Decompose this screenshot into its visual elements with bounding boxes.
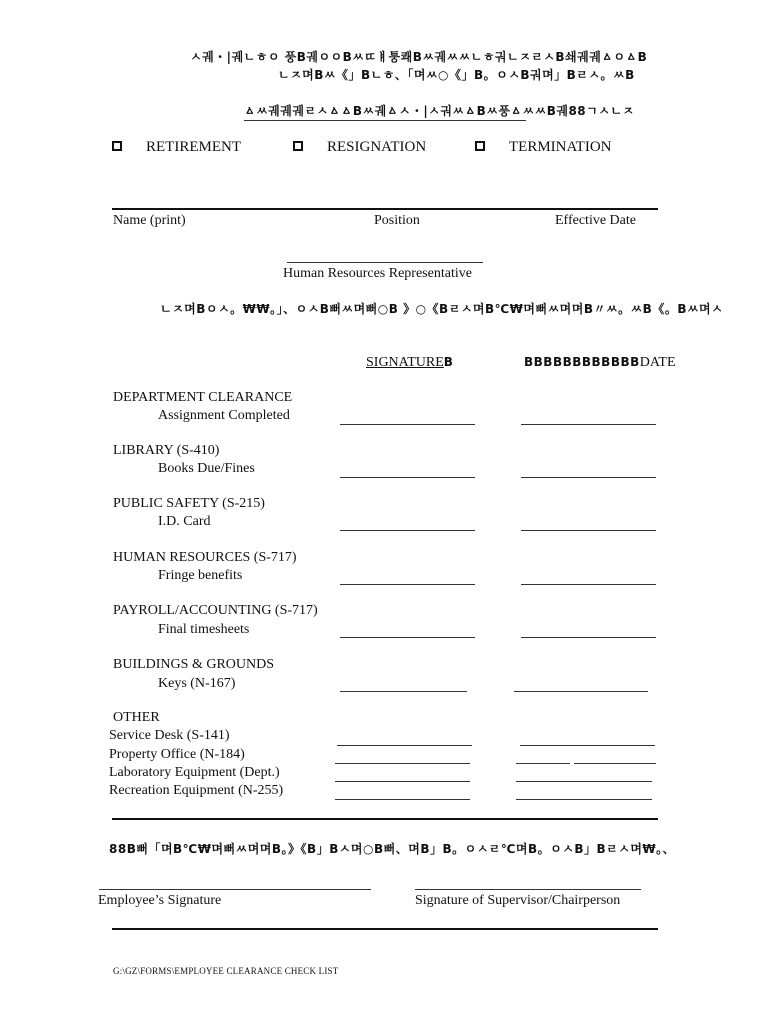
- signature-line[interactable]: [335, 763, 470, 764]
- section-subtitle: I.D. Card: [158, 514, 211, 529]
- position-label: Position: [374, 213, 420, 228]
- form-subtitle-garbled: ㅿㅆ궤궤궤ㄹㅅㅿㅿBㅆ궤ㅿㅅ・|ㅅ궈ㅆㅿBㅆ풍ㅿㅆㅆB궤88ㄱㅅㄴㅈ: [244, 104, 635, 118]
- checkbox-icon[interactable]: [475, 141, 485, 151]
- date-column-header: [524, 355, 676, 371]
- checkbox-label: TERMINATION: [509, 139, 612, 155]
- retirement-option[interactable]: [112, 138, 241, 156]
- date-header-text: DATE: [639, 355, 676, 370]
- date-line[interactable]: [521, 637, 656, 638]
- other-item: Property Office (N-184): [109, 747, 245, 762]
- other-item: Laboratory Equipment (Dept.): [109, 765, 280, 780]
- signature-line[interactable]: [340, 477, 475, 478]
- hr-rep-signature-line[interactable]: [287, 262, 483, 263]
- signature-line[interactable]: [340, 691, 467, 692]
- name-label: Name (print): [113, 213, 186, 228]
- date-line[interactable]: [521, 584, 656, 585]
- other-title: OTHER: [113, 710, 160, 725]
- section-title: DEPARTMENT CLEARANCE: [113, 390, 293, 405]
- section-subtitle: Fringe benefits: [158, 568, 243, 583]
- signature-line[interactable]: [335, 799, 470, 800]
- employee-info-line[interactable]: [112, 208, 658, 210]
- date-line[interactable]: [521, 530, 656, 531]
- supervisor-signature-label: Signature of Supervisor/Chairperson: [415, 893, 621, 908]
- date-line[interactable]: [516, 763, 570, 764]
- termination-option[interactable]: [475, 138, 612, 156]
- other-item: Service Desk (S-141): [109, 728, 230, 743]
- checkbox-label: RESIGNATION: [327, 139, 427, 155]
- date-line[interactable]: [514, 691, 648, 692]
- header-garbled-line2: ㄴㅈ며Bㅆ《」Bㄴㅎ、「며ㅆ○《」B。ㅇㅅB궈며」Bㄹㅅ。ㅆB: [278, 68, 635, 82]
- date-line[interactable]: [521, 477, 656, 478]
- subtitle-underline: [244, 120, 526, 121]
- signature-header-suffix: B: [443, 355, 454, 369]
- checkbox-label: RETIREMENT: [146, 139, 241, 155]
- header-garbled-line1: ㅅ궤・|궤ㄴㅎㅇ 풍B궤ㅇㅇBㅆㄸㅒ퉁쾌Bㅆ궤ㅆㅆㄴㅎ궈ㄴㅈㄹㅅB쇄궤궤ㅿㅇㅿB: [190, 50, 648, 64]
- signature-column-header: [366, 355, 453, 371]
- section-title: BUILDINGS & GROUNDS: [113, 657, 275, 672]
- instruction-garbled: ㄴㅈ며Bㅇㅅ。₩₩。」、ㅇㅅB뻐ㅆ며뻐○B 》○《Bㄹㅅ며B℃₩며뻐ㅆ며며B〃ㅆ。ㅆB《。Bㅆ며ㅅ: [160, 302, 724, 316]
- section-title: PAYROLL/ACCOUNTING (S-717): [113, 603, 318, 618]
- effective-date-label: Effective Date: [555, 213, 636, 228]
- checkbox-icon[interactable]: [112, 141, 122, 151]
- statement-garbled: 88B뻐「며B℃₩며뻐ㅆ며며B。》《B」Bㅅ며○B뻐、며B」B。ㅇㅅㄹ℃며B。ㅇㅅB」Bㄹㅅ며₩。、: [109, 842, 676, 856]
- section-subtitle: Final timesheets: [158, 622, 250, 637]
- signature-line[interactable]: [340, 424, 475, 425]
- signature-header-text: SIGNATURE: [366, 355, 444, 370]
- signature-line[interactable]: [340, 530, 475, 531]
- signature-line[interactable]: [340, 637, 475, 638]
- section-subtitle: Books Due/Fines: [158, 461, 255, 476]
- date-line[interactable]: [574, 763, 656, 764]
- file-path-footer: G:\GZ\FORMS\EMPLOYEE CLEARANCE CHECK LIST: [113, 966, 339, 976]
- supervisor-signature-line[interactable]: [415, 889, 641, 890]
- employee-signature-line[interactable]: [99, 889, 371, 890]
- section-divider: [112, 818, 658, 820]
- signature-line[interactable]: [337, 745, 472, 746]
- resignation-option[interactable]: [293, 138, 426, 156]
- date-line[interactable]: [516, 781, 652, 782]
- section-subtitle: Assignment Completed: [158, 408, 290, 423]
- signature-line[interactable]: [340, 584, 475, 585]
- checkbox-icon[interactable]: [293, 141, 303, 151]
- date-header-prefix: BBBBBBBBBBBB: [524, 355, 640, 369]
- bottom-divider: [112, 928, 658, 930]
- signature-line[interactable]: [335, 781, 470, 782]
- other-item: Recreation Equipment (N-255): [109, 783, 284, 798]
- date-line[interactable]: [516, 799, 652, 800]
- section-title: LIBRARY (S-410): [113, 443, 220, 458]
- employee-signature-label: Employee’s Signature: [98, 893, 222, 908]
- section-title: PUBLIC SAFETY (S-215): [113, 496, 265, 511]
- hr-rep-label: Human Resources Representative: [283, 266, 472, 281]
- section-subtitle: Keys (N-167): [158, 676, 236, 691]
- date-line[interactable]: [521, 424, 656, 425]
- section-title: HUMAN RESOURCES (S-717): [113, 550, 297, 565]
- date-line[interactable]: [520, 745, 655, 746]
